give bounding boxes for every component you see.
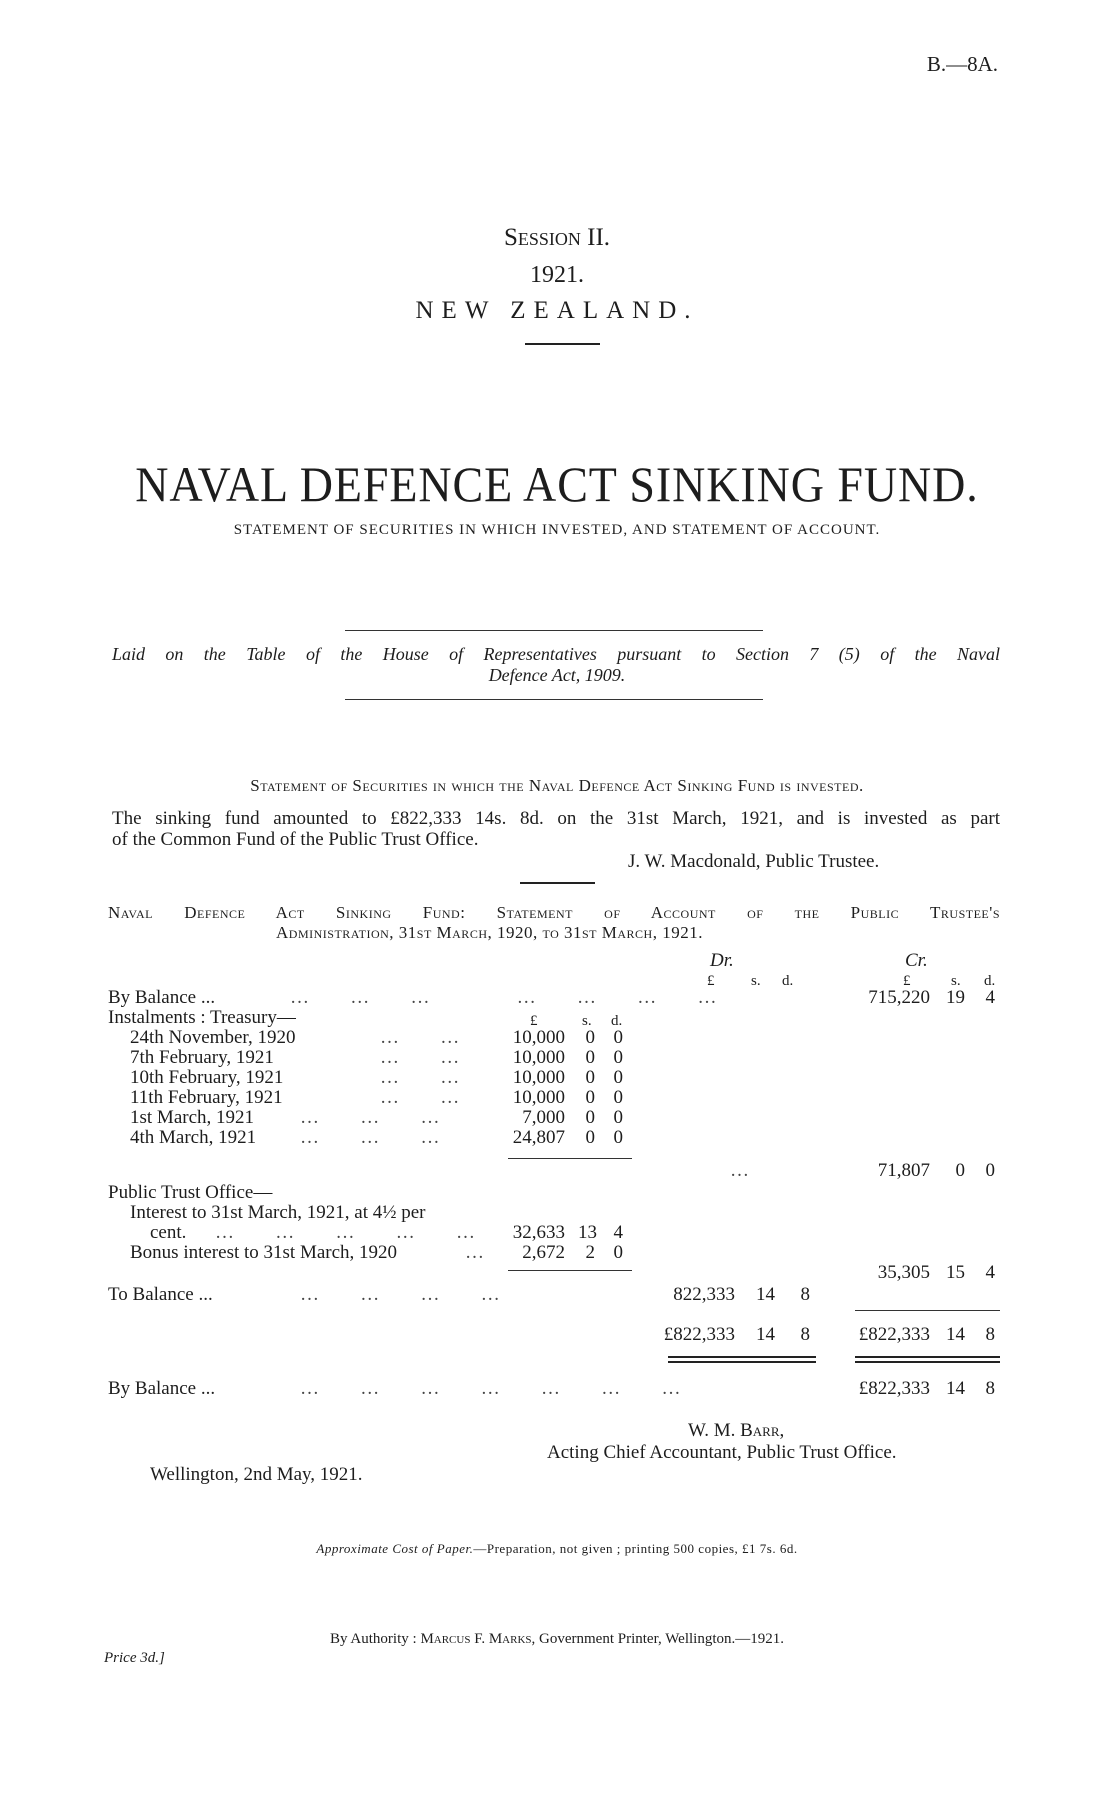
instalment-d: 0 (613, 1047, 623, 1068)
leader-dots: … … … (300, 1107, 441, 1128)
bonus-label: Bonus interest to 31st March, 1920 (130, 1242, 398, 1263)
by-balance-open-amount: 715,220 (868, 987, 930, 1008)
securities-heading: Statement of Securities in which the Naval Defence Act Sinking Fund is invested. (250, 776, 864, 795)
dr-pound-header: £ (707, 973, 715, 989)
instalment-date: 4th March, 1921 (130, 1127, 257, 1148)
instalment-amount: 10,000 (512, 1067, 565, 1088)
interest-label-2: cent. (150, 1222, 187, 1243)
bonus-amount: 2,672 (522, 1242, 565, 1263)
account-heading-1: Naval Defence Act Sinking Fund: Statement of Account of the Public Trustee's (108, 903, 1000, 922)
sub-s-header: s. (582, 1013, 592, 1029)
cost-text: —Preparation, not given ; printing 500 copies, £1 7s. 6d. (473, 1541, 798, 1556)
account-heading-2: Administration, 31st March, 1920, to 31st March, 1921. (276, 923, 703, 942)
by-balance-open-s: 19 (946, 987, 965, 1008)
cr-label: Cr. (905, 950, 928, 971)
header-divider (525, 343, 600, 345)
instalments-total-s: 0 (955, 1160, 965, 1181)
instalment-s: 0 (585, 1047, 595, 1068)
leader-dots: … (465, 1242, 485, 1263)
authority-prefix: By Authority : (330, 1631, 417, 1647)
instalment-d: 0 (613, 1107, 623, 1128)
cr-total-rule-top (855, 1310, 1000, 1311)
to-balance-s: 14 (756, 1284, 775, 1305)
laid-line-2: Defence Act, 1909. (488, 665, 626, 685)
leader-dots: … … … … (300, 1284, 501, 1305)
by-balance-open-d: 4 (985, 987, 995, 1008)
interest-label-1: Interest to 31st March, 1921, at 4½ per (130, 1202, 426, 1223)
instalment-amount: 10,000 (512, 1027, 565, 1048)
by-balance-close-amount: £822,333 (858, 1378, 930, 1399)
instalments-label: Instalments : Treasury— (108, 1007, 296, 1028)
sub-d-header: d. (611, 1013, 623, 1029)
instalment-amount: 10,000 (512, 1047, 565, 1068)
instalment-date: 10th February, 1921 (130, 1067, 284, 1088)
leader-dots: … … (380, 1027, 461, 1048)
leader-dots: … … … … … … … (300, 1378, 682, 1399)
place-date: Wellington, 2nd May, 1921. (150, 1464, 363, 1485)
securities-divider (520, 882, 595, 884)
to-balance-label: To Balance ... (108, 1284, 213, 1305)
by-balance-close-d: 8 (985, 1378, 995, 1399)
instalment-date: 24th November, 1920 (130, 1027, 296, 1048)
dr-s-header: s. (751, 973, 761, 989)
instalment-d: 0 (613, 1067, 623, 1088)
to-balance-amount: 822,333 (673, 1284, 735, 1305)
bonus-d: 0 (613, 1242, 623, 1263)
instalment-date: 1st March, 1921 (130, 1107, 255, 1128)
cr-pound-header: £ (903, 973, 911, 989)
public-trust-label: Public Trust Office— (108, 1182, 273, 1203)
sub-pound-header: £ (530, 1013, 538, 1029)
interest-s: 13 (578, 1222, 597, 1243)
instalment-s: 0 (585, 1127, 595, 1148)
leader-dots: … … (380, 1067, 461, 1088)
securities-body-1: The sinking fund amounted to £822,333 14s. 8d. on the 31st March, 1921, and is invested as part (112, 808, 1000, 829)
instalment-date: 7th February, 1921 (130, 1047, 274, 1068)
dr-double-rule-2 (668, 1361, 816, 1363)
laid-rule-bottom (345, 699, 763, 700)
cr-double-rule-2 (855, 1361, 1000, 1363)
public-trust-total-d: 4 (985, 1262, 995, 1283)
accountant-title: Acting Chief Accountant, Public Trust Office. (547, 1442, 897, 1463)
page-subtitle: STATEMENT OF SECURITIES IN WHICH INVESTED, AND STATEMENT OF ACCOUNT. (233, 522, 881, 538)
instalment-d: 0 (613, 1027, 623, 1048)
instalment-d: 0 (613, 1127, 623, 1148)
cr-grand-total: £822,333 (858, 1324, 930, 1345)
cr-double-rule-1 (855, 1356, 1000, 1358)
instalment-s: 0 (585, 1107, 595, 1128)
dr-grand-total-d: 8 (800, 1324, 810, 1345)
leader-dots: … (730, 1160, 750, 1181)
public-trust-subtotal-rule (508, 1270, 632, 1271)
leader-dots: … … … … … (215, 1222, 476, 1243)
instalment-date: 11th February, 1921 (130, 1087, 283, 1108)
page-title: NAVAL DEFENCE ACT SINKING FUND. (135, 456, 979, 512)
instalment-s: 0 (585, 1067, 595, 1088)
dr-d-header: d. (782, 973, 794, 989)
cr-grand-total-s: 14 (946, 1324, 965, 1345)
public-trustee-signature: J. W. Macdonald, Public Trustee. (628, 851, 880, 872)
dr-double-rule-1 (668, 1356, 816, 1358)
instalment-amount: 24,807 (512, 1127, 565, 1148)
by-balance-open-label: By Balance ... (108, 987, 216, 1008)
laid-line-1: Laid on the Table of the House of Representatives pursuant to Section 7 (5) of the Naval (112, 644, 1000, 664)
instalment-amount: 7,000 (522, 1107, 565, 1128)
laid-rule-top (345, 630, 763, 631)
to-balance-d: 8 (800, 1284, 810, 1305)
leader-dots: … … … (300, 1127, 441, 1148)
public-trust-total-s: 15 (946, 1262, 965, 1283)
country: NEW ZEALAND. (415, 297, 699, 324)
cost-label: Approximate Cost of Paper. (316, 1541, 474, 1556)
public-trust-total: 35,305 (877, 1262, 930, 1283)
instalments-total-d: 0 (985, 1160, 995, 1181)
paper-code: B.—8A. (926, 52, 998, 76)
printer-name: Marcus F. Marks, (420, 1631, 536, 1647)
instalment-s: 0 (585, 1087, 595, 1108)
instalment-s: 0 (585, 1027, 595, 1048)
by-balance-close-label: By Balance ... (108, 1378, 216, 1399)
dr-grand-total-s: 14 (756, 1324, 775, 1345)
accountant-name: W. M. Barr, (688, 1420, 785, 1441)
leader-dots: … … … … … … … (290, 987, 718, 1008)
interest-amount: 32,633 (512, 1222, 565, 1243)
interest-d: 4 (613, 1222, 623, 1243)
by-balance-close-s: 14 (946, 1378, 965, 1399)
instalment-d: 0 (613, 1087, 623, 1108)
authority-suffix: Government Printer, Wellington.—1921. (539, 1631, 784, 1647)
cr-s-header: s. (951, 973, 961, 989)
dr-grand-total: £822,333 (663, 1324, 735, 1345)
cr-grand-total-d: 8 (985, 1324, 995, 1345)
session-year: 1921. (530, 262, 584, 288)
instalment-amount: 10,000 (512, 1087, 565, 1108)
session-label: Session II. (503, 224, 611, 251)
price: Price 3d.] (104, 1650, 165, 1666)
cr-d-header: d. (984, 973, 996, 989)
authority-line (0, 1631, 1114, 1648)
cost-of-paper (0, 1541, 1114, 1557)
securities-body-2: of the Common Fund of the Public Trust Office. (112, 829, 479, 850)
leader-dots: … … (380, 1087, 461, 1108)
instalments-total: 71,807 (877, 1160, 930, 1181)
bonus-s: 2 (585, 1242, 595, 1263)
dr-label: Dr. (710, 950, 734, 971)
instalments-subtotal-rule (508, 1158, 632, 1159)
leader-dots: … … (380, 1047, 461, 1068)
